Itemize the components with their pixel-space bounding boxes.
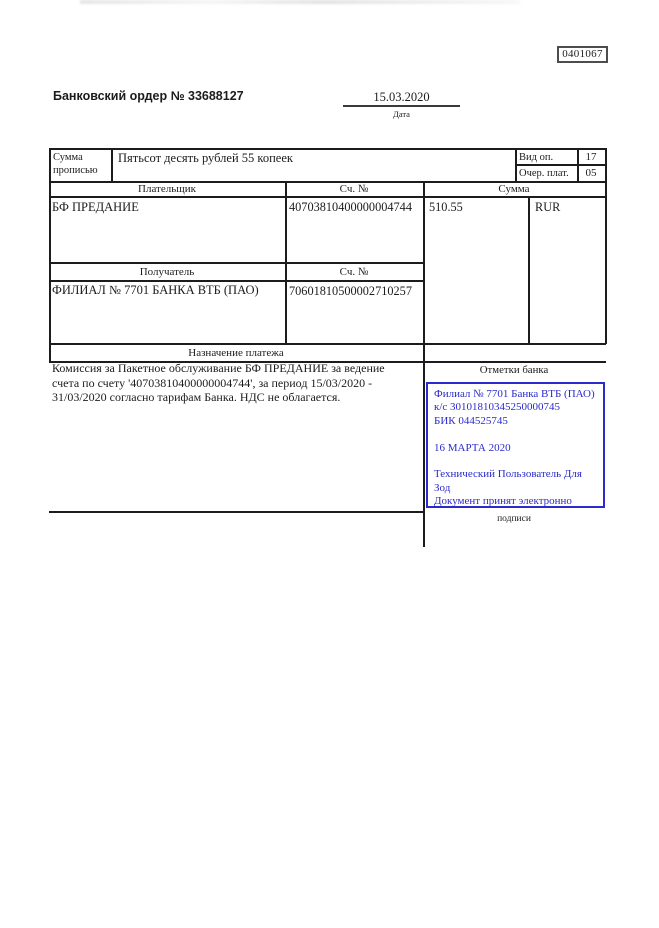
stamp-line: БИК 044525745 [434, 414, 508, 427]
payment-priority-label: Очер. плат. [519, 168, 569, 179]
purpose-text [52, 361, 385, 405]
grid-line [49, 343, 606, 345]
grid-line [49, 196, 606, 198]
payment-priority-value: 05 [585, 167, 597, 179]
stamp-line: к/с 30101810345250000745 [434, 401, 561, 414]
bank-marks-header: Отметки банка [479, 364, 549, 376]
grid-line [285, 181, 287, 344]
date-label: Дата [393, 109, 410, 119]
op-type-label: Вид оп. [519, 152, 554, 163]
payee-header: Получатель [139, 266, 195, 278]
stamp-line: Филиал № 7701 Банка ВТБ (ПАО) [434, 388, 595, 400]
stamp-line: Технический Пользователь Для [434, 468, 582, 481]
payer-name: БФ ПРЕДАНИЕ [52, 200, 139, 214]
amount-header: Сумма [498, 183, 530, 195]
grid-line [49, 148, 606, 150]
signatures-label: подписи [497, 514, 531, 524]
grid-line [49, 148, 51, 362]
payer-header: Плательщик [138, 183, 196, 195]
stamp-line: Документ принят электронно [434, 495, 572, 508]
payee-name: ФИЛИАЛ № 7701 БАНКА ВТБ (ПАО) [52, 283, 259, 297]
bank-stamp [426, 382, 605, 508]
purpose-line: 31/03/2020 согласно тарифам Банка. НДС не облагается. [52, 390, 341, 404]
date-value: 15.03.2020 [373, 90, 430, 104]
grid-line [49, 262, 425, 264]
sum-words-label: Сумма прописью [53, 152, 98, 177]
purpose-header: Назначение платежа [188, 347, 284, 359]
scan-artifact [80, 0, 520, 4]
grid-line [49, 511, 425, 513]
op-type-value: 17 [585, 151, 597, 163]
date-underline [343, 105, 460, 107]
grid-line [515, 148, 517, 182]
grid-line [49, 280, 425, 282]
purpose-line: Комиссия за Пакетное обслуживание БФ ПРЕДАНИЕ за ведение [52, 361, 385, 375]
payer-account: 40703810400000004744 [289, 200, 412, 214]
form-code-box [557, 46, 608, 63]
purpose-line: счета по счету '40703810400000004744', за период 15/03/2020 - [52, 375, 373, 390]
sum-words-value: Пятьсот десять рублей 55 копеек [118, 151, 293, 165]
stamp-line: 16 МАРТА 2020 [434, 441, 511, 454]
payee-account: 70601810500002710257 [289, 284, 412, 298]
grid-line [111, 148, 113, 182]
grid-line [528, 196, 530, 344]
document-title: Банковский ордер № 33688127 [53, 89, 244, 103]
stamp-line: Зод [434, 481, 451, 494]
amount-value: 510.55 [429, 200, 463, 214]
currency-code: RUR [535, 200, 561, 214]
payer-account-header: Сч. № [339, 183, 369, 195]
stamp-line [434, 428, 601, 441]
payee-account-header: Сч. № [339, 266, 369, 278]
grid-line [516, 164, 606, 166]
form-code: 0401067 [562, 48, 603, 60]
stamp-line [434, 455, 601, 468]
